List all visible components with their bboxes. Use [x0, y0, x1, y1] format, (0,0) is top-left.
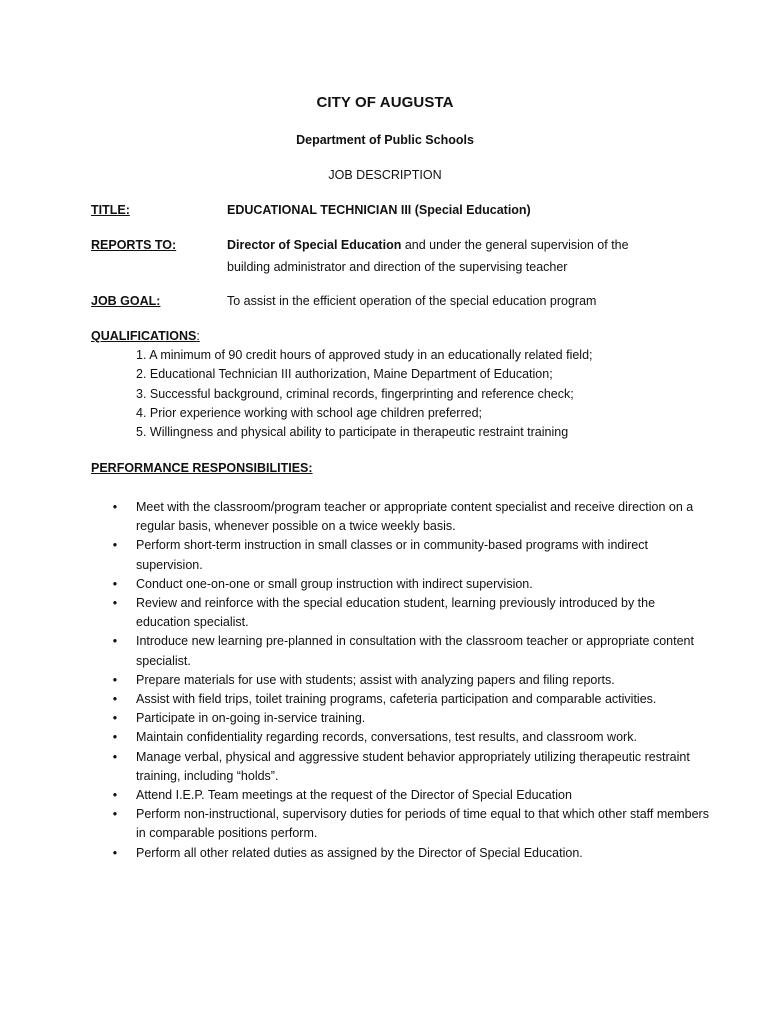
doc-type-heading: JOB DESCRIPTION	[328, 168, 442, 182]
reports-to-colon: :	[172, 238, 177, 252]
title-label: TITLE:	[91, 203, 130, 217]
bullet-icon: •	[112, 634, 118, 649]
list-item	[110, 498, 710, 536]
qualifications-label	[91, 329, 200, 343]
qualifications-label-text: QUALIFICATIONS	[91, 329, 197, 343]
performance-list	[110, 498, 710, 863]
list-item	[110, 805, 710, 843]
reports-to-label	[91, 238, 176, 252]
document-title: CITY OF AUGUSTA	[316, 94, 454, 111]
reports-to-rest: and under the general supervision of the	[401, 238, 629, 252]
list-item	[110, 671, 710, 690]
list-item	[110, 690, 710, 709]
bullet-icon: •	[112, 500, 118, 514]
bullet-icon: •	[112, 596, 118, 611]
qualification-item: 3. Successful background, criminal records, fingerprinting and reference check;	[136, 386, 574, 401]
list-item	[110, 844, 710, 863]
list-item	[110, 594, 710, 632]
list-item	[110, 728, 710, 747]
qualification-item: 5. Willingness and physical ability to participate in therapeutic restraint training	[136, 425, 569, 440]
list-item-text: Maintain confidentiality regarding records, conversations, test results, and classroom work.	[136, 730, 637, 745]
list-item-text: Participate in on-going in-service training.	[136, 711, 366, 726]
list-item-text: Conduct one-on-one or small group instruction with indirect supervision.	[136, 576, 533, 591]
list-item-text: Manage verbal, physical and aggressive student behavior appropriately utilizing therapeutic restraint training, including “holds”.	[136, 749, 690, 783]
job-goal-value: To assist in the efficient operation of the special education program	[227, 294, 597, 308]
list-item-text: Introduce new learning pre-planned in consultation with the classroom teacher or appropriate content specialist.	[136, 634, 694, 668]
list-item-text: Perform all other related duties as assigned by the Director of Special Education.	[136, 845, 583, 860]
list-item-text: Assist with field trips, toilet training programs, cafeteria participation and comparable activities.	[136, 692, 657, 707]
department-heading: Department of Public Schools	[296, 133, 474, 147]
bullet-icon: •	[112, 538, 118, 553]
list-item	[110, 536, 710, 574]
qualifications-list	[136, 346, 593, 442]
qualification-item: 1. A minimum of 90 credit hours of approved study in an educationally related field;	[136, 348, 593, 362]
bullet-icon: •	[112, 576, 118, 591]
list-item-text: Meet with the classroom/program teacher or appropriate content specialist and receive direction on a regular basis, whenever possible on a twice weekly basis.	[136, 500, 694, 534]
title-value: EDUCATIONAL TECHNICIAN III (Special Education)	[227, 203, 531, 217]
bullet-icon: •	[112, 672, 118, 687]
list-item	[110, 632, 710, 670]
list-item	[110, 748, 710, 786]
list-item-text: Attend I.E.P. Team meetings at the request of the Director of Special Education	[136, 788, 572, 803]
list-item	[110, 709, 710, 728]
job-goal-label: JOB GOAL:	[91, 294, 161, 308]
list-item-text: Perform non-instructional, supervisory duties for periods of time equal to that which other staff members in comparable positions perform.	[136, 807, 709, 841]
qualification-item: 4. Prior experience working with school age children preferred;	[136, 405, 483, 420]
bullet-icon: •	[112, 730, 118, 745]
reports-to-value-line2: building administrator and direction of the supervising teacher	[227, 260, 568, 274]
performance-label: PERFORMANCE RESPONSIBILITIES:	[91, 461, 313, 475]
reports-to-label-text: REPORTS TO	[91, 238, 173, 252]
list-item	[110, 575, 710, 594]
reports-to-director: Director of Special Education	[227, 238, 402, 252]
bullet-icon: •	[112, 692, 118, 707]
bullet-icon: •	[112, 788, 118, 803]
qualification-item: 2. Educational Technician III authorization, Maine Department of Education;	[136, 367, 553, 382]
list-item-text: Prepare materials for use with students; assist with analyzing papers and filing reports.	[136, 672, 615, 687]
reports-to-value	[227, 238, 629, 252]
bullet-icon: •	[112, 711, 118, 726]
list-item-text: Perform short-term instruction in small classes or in community-based programs with indirect supervision.	[136, 538, 648, 572]
list-item-text: Review and reinforce with the special education student, learning previously introduced by the education specialist.	[136, 596, 656, 630]
list-item	[110, 786, 710, 805]
qualifications-colon: :	[196, 329, 200, 343]
bullet-icon: •	[112, 807, 118, 822]
bullet-icon: •	[112, 845, 118, 860]
bullet-icon: •	[112, 749, 118, 764]
